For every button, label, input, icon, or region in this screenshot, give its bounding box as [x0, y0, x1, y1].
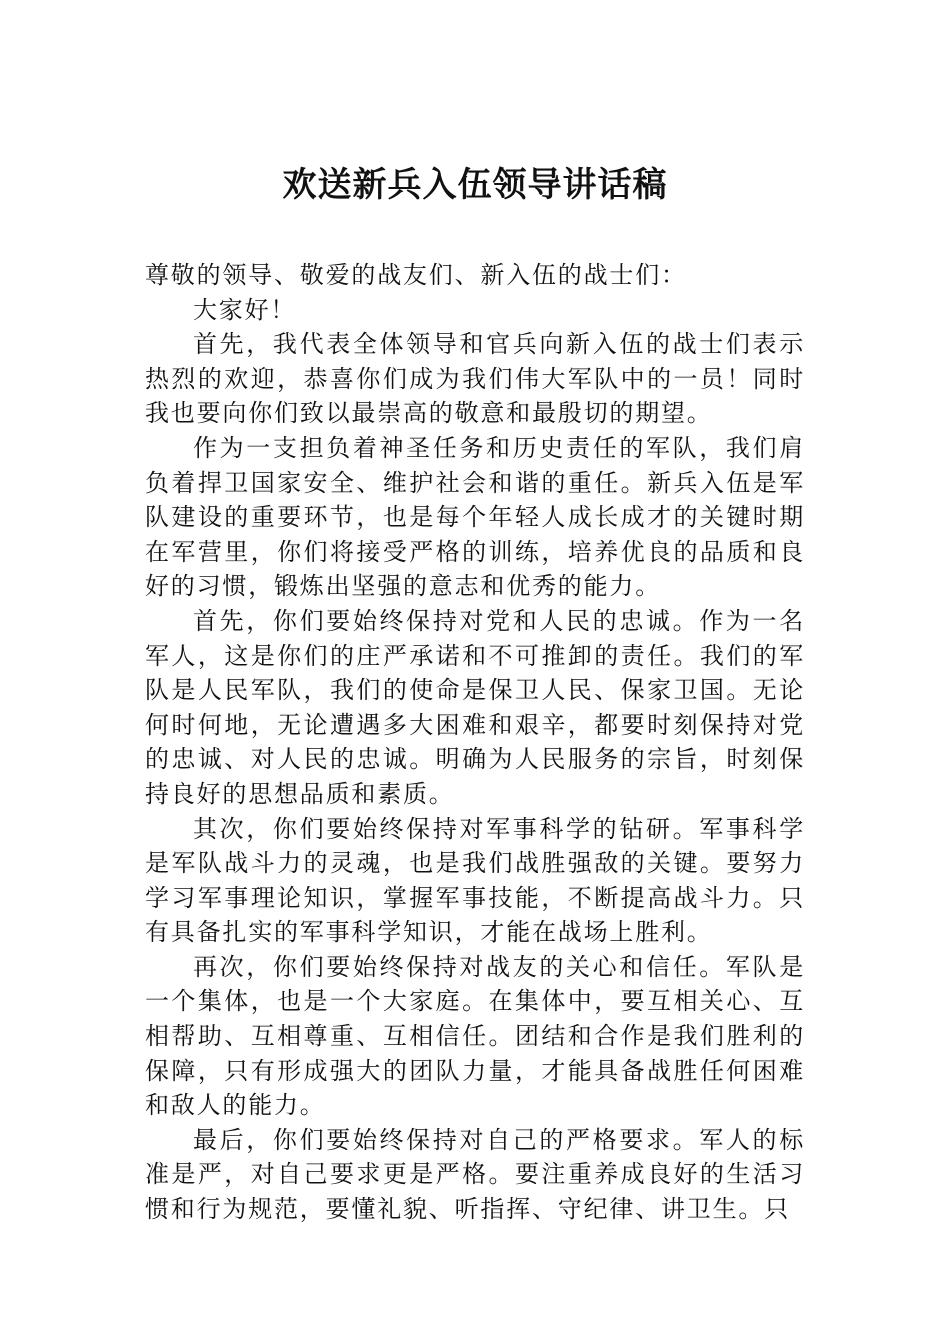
paragraph-mission: 作为一支担负着神圣任务和历史责任的军队，我们肩负着捍卫国家安全、维护社会和谐的重任。新兵入伍是军队建设的重要环节，也是每个年轻人成长成才的关键时期在军营里，你们将接受严格的训练，培养优良的品质和良好的习惯，锻炼出坚强的意志和优秀的能力。 [145, 433, 805, 601]
paragraph-military-science: 其次，你们要始终保持对军事科学的钻研。军事科学是军队战斗力的灵魂，也是我们战胜强敌的关键。要努力学习军事理论知识，掌握军事技能，不断提高战斗力。只有具备扎实的军事科学知识，才能在战场上胜利。 [145, 814, 805, 947]
salutation: 尊敬的领导、敬爱的战友们、新入伍的战士们： [145, 261, 687, 289]
paragraph-comradeship: 再次，你们要始终保持对战友的关心和信任。军队是一个集体，也是一个大家庭。在集体中，要互相关心、互相帮助、互相尊重、互相信任。团结和合作是我们胜利的保障，只有形成强大的团队力量，才能具备战胜任何困难和敌人的能力。 [145, 952, 805, 1120]
paragraph-loyalty: 首先，你们要始终保持对党和人民的忠诚。作为一名军人，这是你们的庄严承诺和不可推卸的责任。我们的军队是人民军队，我们的使命是保卫人民、保家卫国。无论何时何地，无论遭遇多大困难和艰辛，都要时刻保持对党的忠诚、对人民的忠诚。明确为人民服务的宗旨，时刻保持良好的思想品质和素质。 [145, 606, 805, 808]
paragraph-self-discipline: 最后，你们要始终保持对自己的严格要求。军人的标准是严，对自己要求更是严格。要注重养成良好的生活习惯和行为规范，要懂礼貌、听指挥、守纪律、讲卫生。只 [145, 1125, 805, 1224]
document-body [145, 258, 805, 1227]
paragraph-greeting: 大家好！ [193, 295, 297, 324]
document-title: 欢送新兵入伍领导讲话稿 [282, 165, 668, 205]
paragraph-welcome: 首先，我代表全体领导和官兵向新入伍的战士们表示热烈的欢迎，恭喜你们成为我们伟大军队中的一员！同时我也要向你们致以最崇高的敬意和最殷切的期望。 [145, 330, 805, 428]
